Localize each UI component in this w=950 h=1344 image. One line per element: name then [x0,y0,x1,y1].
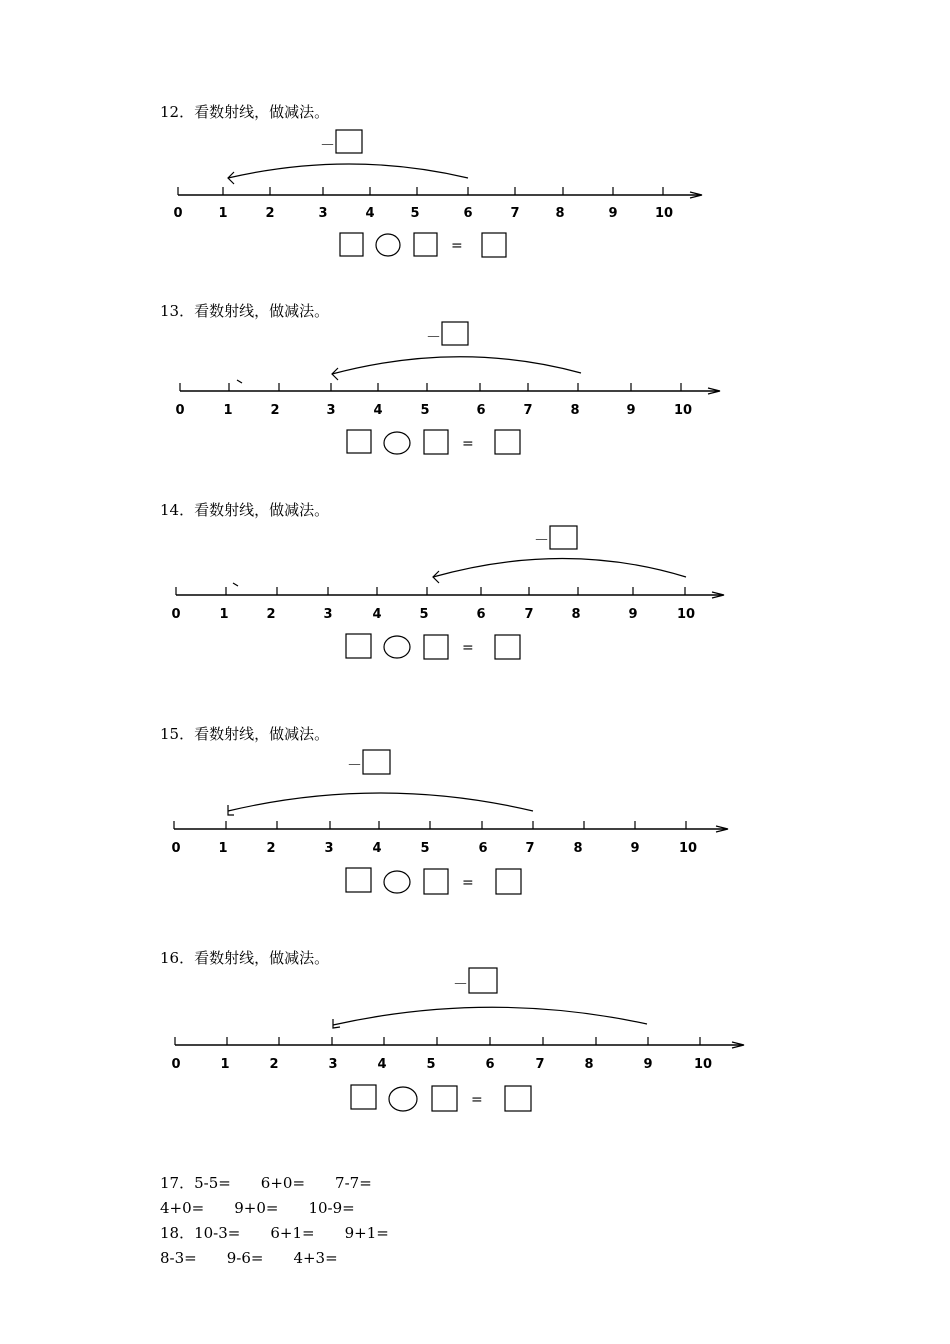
ticks [175,1037,700,1045]
tick-label: 7 [523,403,533,418]
tick-label: 4 [372,607,382,622]
tick-label: 8 [570,403,580,418]
tick-label: 10 [678,841,698,856]
tick-label: 3 [323,607,333,622]
equals-sign: = [451,238,463,254]
tick-label: 5 [420,841,430,856]
equals-sign: = [462,436,474,452]
tick-label: 8 [555,206,565,221]
tick-label: 2 [265,206,275,221]
tick-label: 3 [326,403,336,418]
operand-box[interactable] [351,1085,376,1109]
tick-label: 7 [525,841,535,856]
tick-label: 5 [426,1057,436,1072]
calc-row-17: 17．5-5= 6+0= 7-7= [160,1174,372,1192]
tick-label: 9 [628,607,638,622]
tick-label: 3 [318,206,328,221]
tick-label: 10 [676,607,696,622]
operator-circle[interactable] [389,1087,417,1111]
tick-label: 0 [171,1057,181,1072]
tick-label: 8 [584,1057,594,1072]
tick-label: 10 [673,403,693,418]
tick-label: 8 [573,841,583,856]
tick-label: 5 [419,607,429,622]
tick-label: 4 [373,403,383,418]
tick-label: 4 [365,206,375,221]
result-box[interactable] [505,1086,531,1111]
minus-sign: － [453,975,469,993]
tick-label: 7 [524,607,534,622]
answer-box[interactable] [469,968,497,993]
tick-label: 10 [654,206,674,221]
tick-label: 2 [270,403,280,418]
minus-sign: － [347,756,363,774]
tick-label: 1 [218,206,228,221]
equals-sign: = [462,640,474,656]
tick-label: 9 [643,1057,653,1072]
tick-label: 0 [173,206,183,221]
problem-12-title: 12．看数射线，做减法。 [160,103,330,121]
tick-label: 7 [535,1057,545,1072]
tick-label: 0 [171,841,181,856]
tick-label: 5 [420,403,430,418]
tick-label: 3 [324,841,334,856]
tick-label: 6 [476,403,486,418]
tick-label: 6 [476,607,486,622]
equals-sign: = [462,875,474,891]
tick-label: 9 [630,841,640,856]
tick-label: 4 [377,1057,387,1072]
jump-arc [333,1007,647,1025]
problem-16-title: 16．看数射线，做减法。 [160,949,330,967]
problem-14-title: 14．看数射线，做减法。 [160,501,330,519]
tick-label: 0 [171,607,181,622]
tick-label: 9 [608,206,618,221]
tick-label: 1 [220,1057,230,1072]
tick-label: 6 [485,1057,495,1072]
operand-box[interactable] [432,1086,457,1111]
tick-label: 6 [463,206,473,221]
tick-label: 6 [478,841,488,856]
tick-label: 4 [372,841,382,856]
tick-label: 0 [175,403,185,418]
calc-row-17b: 4+0= 9+0= 10-9= [160,1199,355,1217]
minus-sign: － [534,531,550,549]
calc-row-18b: 8-3= 9-6= 4+3= [160,1249,338,1267]
equals-sign: = [471,1092,483,1108]
tick-label: 9 [626,403,636,418]
tick-label: 7 [510,206,520,221]
tick-label: 10 [693,1057,713,1072]
tick-label: 1 [218,841,228,856]
tick-label: 2 [266,841,276,856]
minus-sign: － [426,328,442,346]
tick-label: 3 [328,1057,338,1072]
tick-label: 2 [269,1057,279,1072]
tick-label: 1 [223,403,233,418]
tick-label: 2 [266,607,276,622]
minus-sign: － [320,136,336,154]
problem-13-title: 13．看数射线，做减法。 [160,302,330,320]
tick-label: 1 [219,607,229,622]
tick-label: 8 [571,607,581,622]
calc-row-18: 18．10-3= 6+1= 9+1= [160,1224,389,1242]
problem-15-title: 15．看数射线，做减法。 [160,725,330,743]
tick-label: 5 [410,206,420,221]
